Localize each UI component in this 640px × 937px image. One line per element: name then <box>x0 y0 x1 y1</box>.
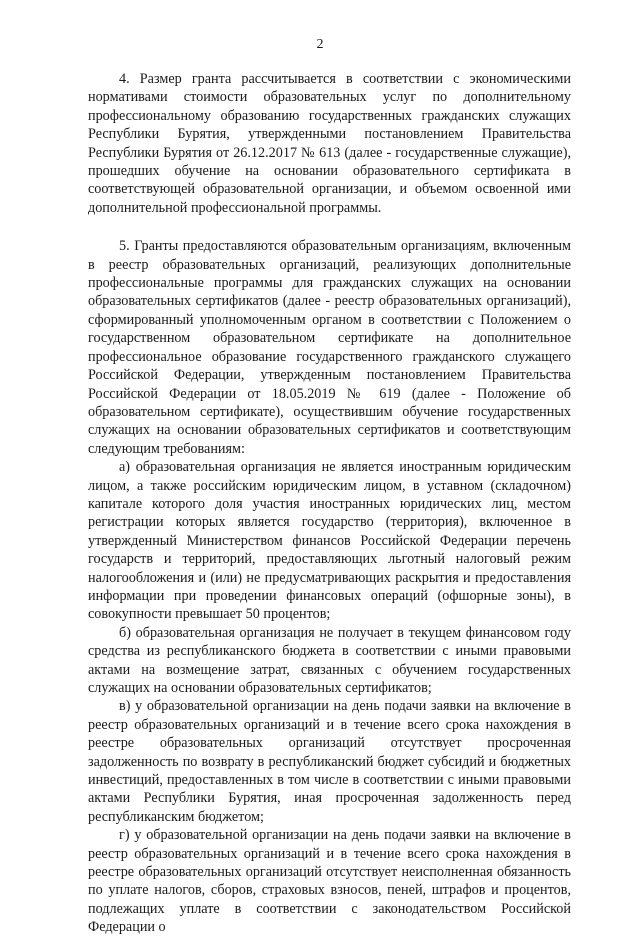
paragraph-grant-recipients: 5. Гранты предоставляются образовательным организациям, включенным в реестр образовательных организаций, реализующих дополнительные профессиональные программы для гражданских служащих на основании образовательных сертификатов (далее - реестр образовательных организаций), сформированный уполномоченным органом в соответствии с Положением о государственном образовательном сертификате на дополнительное профессиональное образование государственного гражданского служащего Российской Федерации, утвержденным постановлением Правительства Российской Федерации от 18.05.2019 № 619 (далее - Положение об образовательном сертификате), осуществившим обучение государственных служащих на основании образовательных сертификатов и соответствующим следующим требованиям: <box>88 238 571 457</box>
document-body <box>88 70 571 937</box>
paragraph-grant-size: 4. Размер гранта рассчитывается в соответствии с экономическими нормативами стоимости образовательных услуг по дополнительному профессиональному образованию государственных гражданских служащих Республики Бурятия, утвержденными постановлением Правительства Республики Бурятия от 26.12.2017 № 613 (далее - государственные служащие), прошедших обучение на основании образовательного сертификата в соответствующей образовательной организации, и объемом освоенной ими дополнительной профессиональной программы. <box>88 71 571 216</box>
paragraph-requirement-g: г) у образовательной организации на день подачи заявки на включение в реестр образовательных организаций и в течение всего срока нахождения в реестре образовательных организаций отсутствует неисполненная обязанность по уплате налогов, сборов, страховых взносов, пеней, штрафов и процентов, подлежащих уплате в соответствии с законодательством Российской Федерации о <box>88 827 571 936</box>
paragraph-requirement-v: в) у образовательной организации на день подачи заявки на включение в реестр образовательных организаций и в течение всего срока нахождения в реестре образовательных организаций отсутствует просроченная задолженность по возврату в республиканский бюджет субсидий и бюджетных инвестиций, предоставленных в том числе в соответствии с иными правовыми актами Республики Бурятия, иная просроченная задолженность перед республиканским бюджетом; <box>88 698 571 825</box>
paragraph-requirement-b: б) образовательная организация не получает в текущем финансовом году средства из республиканского бюджета в соответствии с иными правовыми актами на возмещение затрат, связанных с обучением государственных служащих на основании образовательных сертификатов; <box>88 624 571 696</box>
paragraph-requirement-a: а) образовательная организация не является иностранным юридическим лицом, а также российским юридическим лицом, в уставном (складочном) капитале которого доля участия иностранных юридических лиц, местом регистрации которых является государство (территория), включенное в утвержденный Министерством финансов Российской Федерации перечень государств и территорий, предоставляющих льготный налоговый режим налогообложения и (или) не предусматривающих раскрытия и предоставления информации при проведении финансовых операций (офшорные зоны), в совокупности превышает 50 процентов; <box>88 459 571 623</box>
page-number: 2 <box>316 37 324 52</box>
